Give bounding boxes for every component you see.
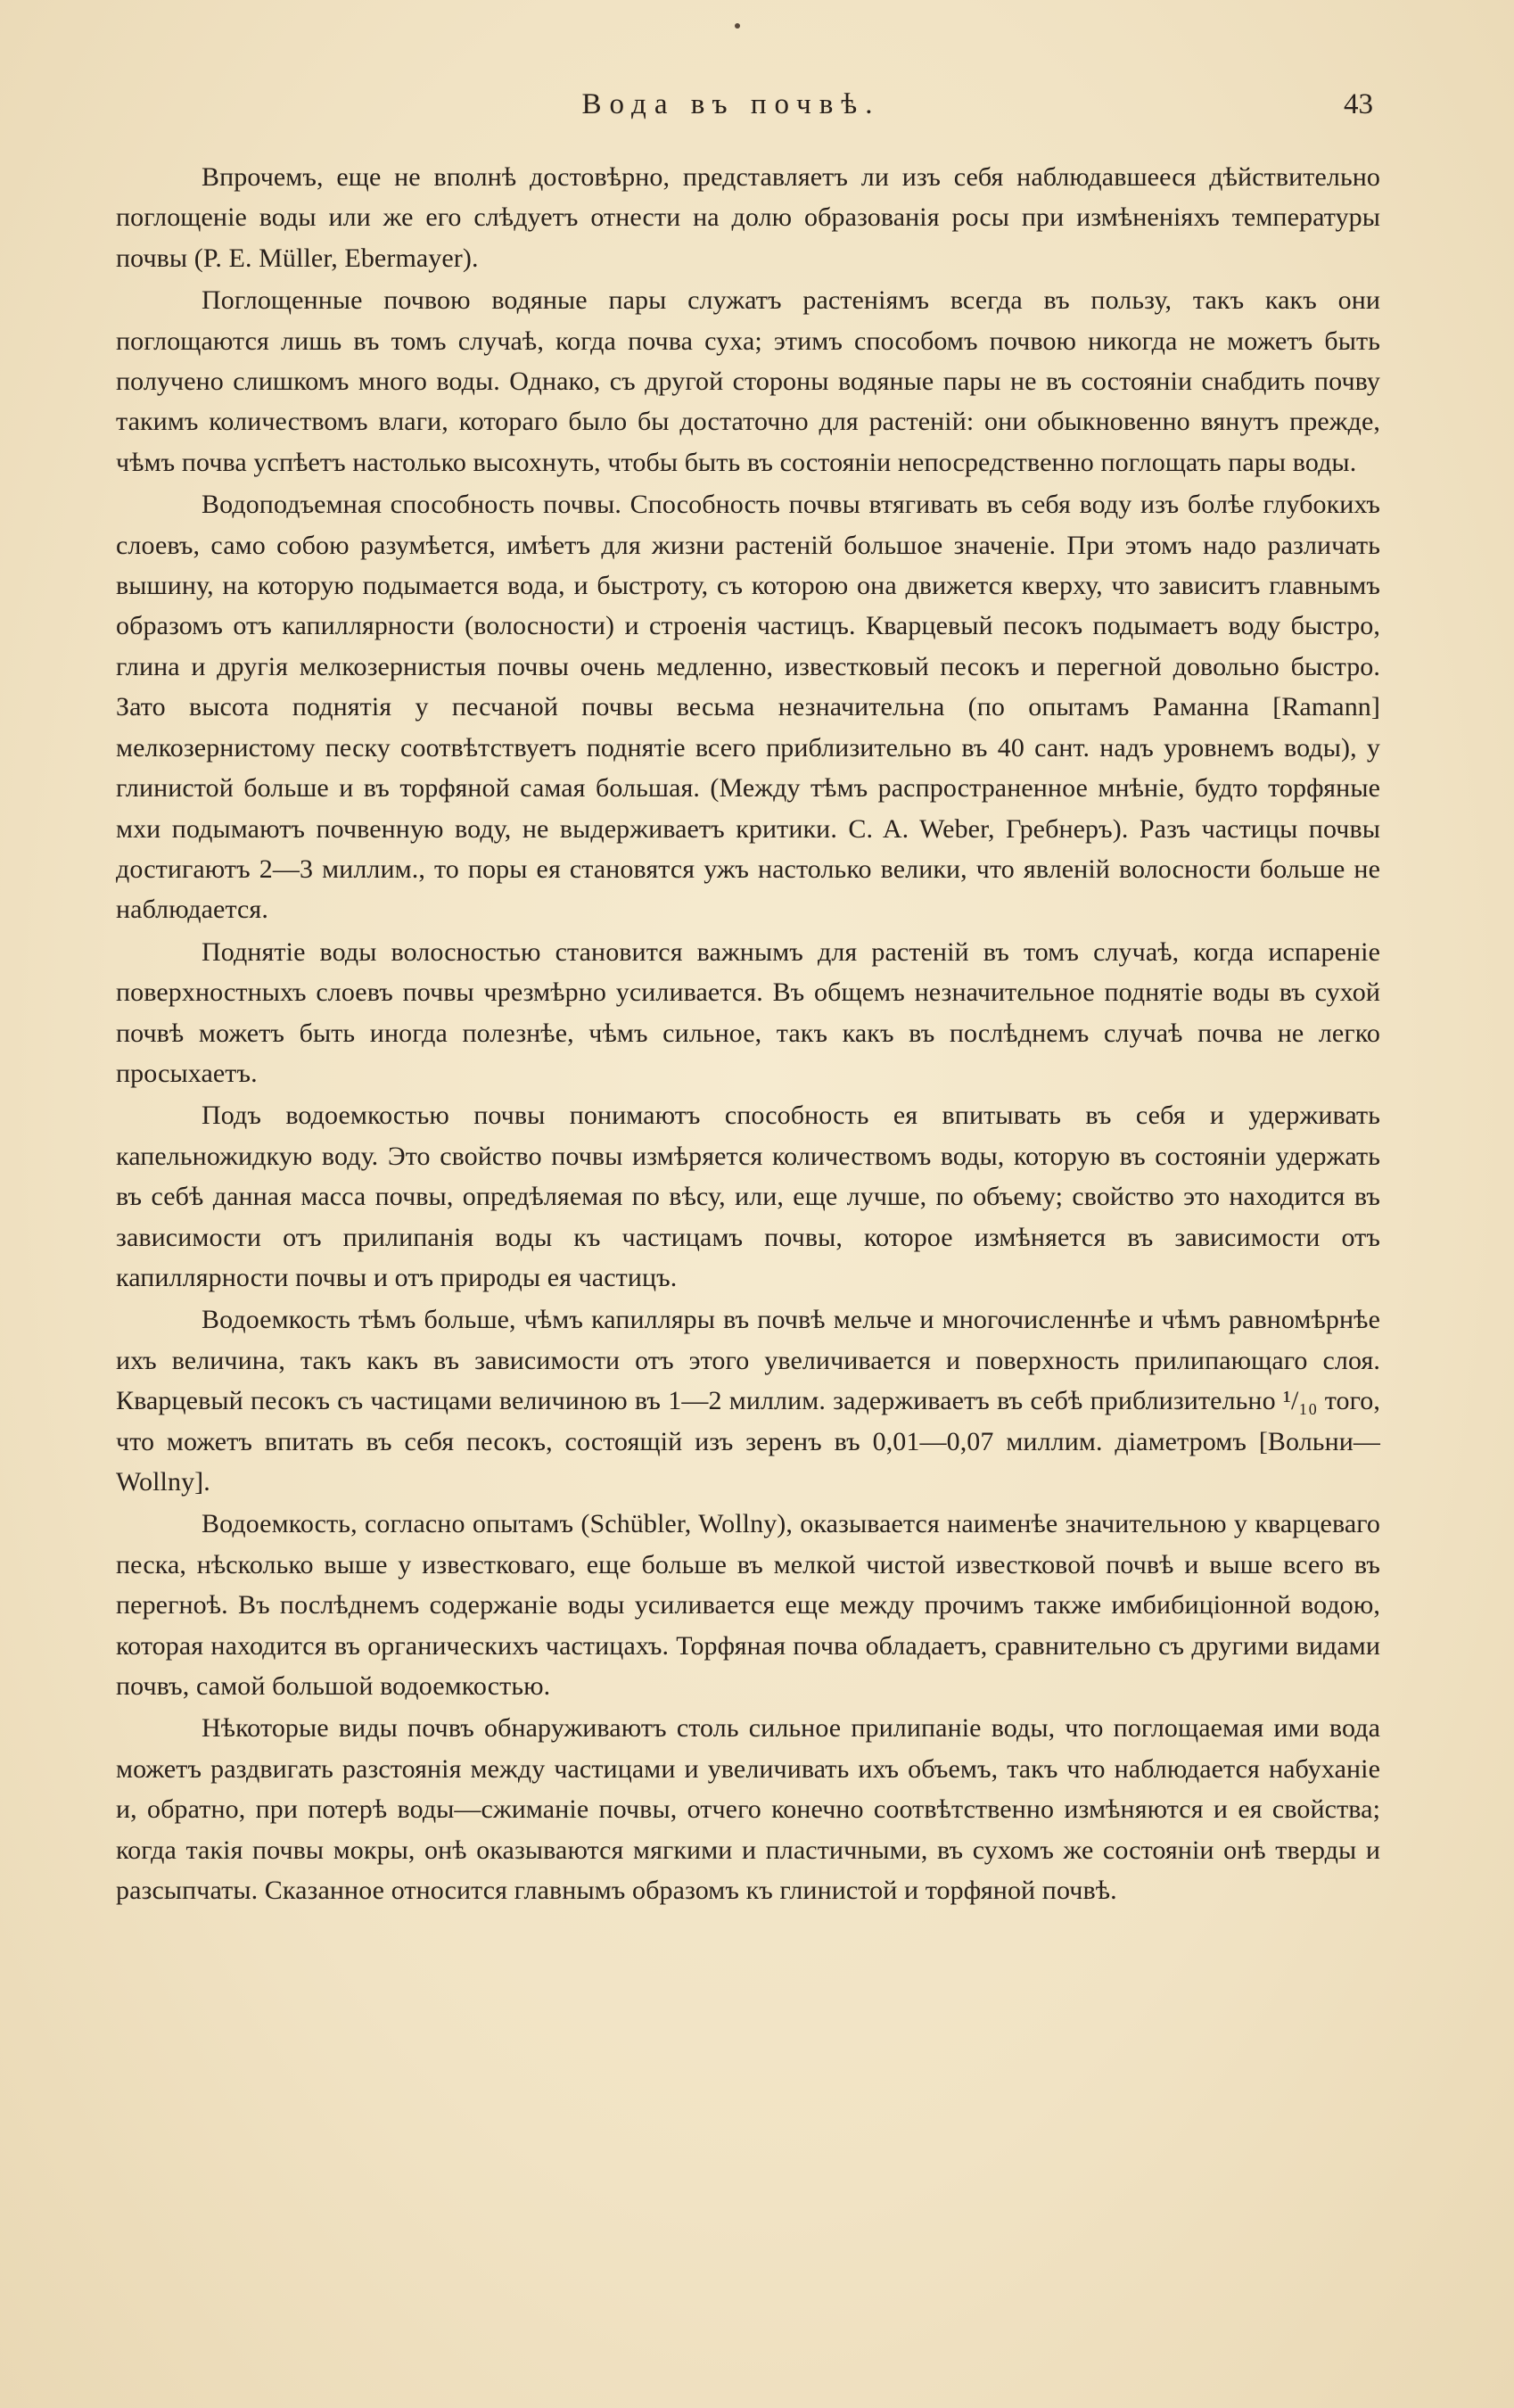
paragraph: Подъ водоемкостью почвы понимаютъ способность ея впитывать въ себя и удерживать капельножидкую воду. Это свойство почвы измѣряется количествомъ воды, которую въ состояніи удержать въ себѣ данная масса почвы, опредѣляемая по вѣсу, или, еще лучше, по объему; свойство это находится въ зависимости отъ прилипанія воды къ частицамъ почвы, которое измѣняется въ зависимости отъ капиллярности почвы и отъ природы ея частицъ. [116,1101,1380,1292]
page-number: 43 [1344,88,1373,120]
ink-speck [735,23,740,29]
paragraph: Поднятіе воды волосностью становится важнымъ для растеній въ томъ случаѣ, когда испареніе поверхностныхъ слоевъ почвы чрезмѣрно усиливается. Въ общемъ незначительное поднятіе воды въ сухой почвѣ можетъ быть иногда полезнѣе, чѣмъ сильное, такъ какъ въ послѣднемъ случаѣ почва не легко просыхаетъ. [116,936,1380,1088]
paragraph: Нѣкоторые виды почвъ обнаруживаютъ столь сильное прилипаніе воды, что поглощаемая ими вода можетъ раздвигать разстоянія между частицами и увеличивать ихъ объемъ, такъ что наблюдается набуханіе и, обратно, при потерѣ воды—сжиманіе почвы, отчего конечно соотвѣтственно измѣняются и ея свойства; когда такія почвы мокры, онѣ оказываются мягкими и пластичными, въ сухомъ же состояніи онѣ тверды и разсыпчаты. Сказанное относится главнымъ образомъ къ глинистой и торфяной почвѣ. [116,1713,1380,1906]
running-head [0,82,1514,127]
paragraph: Водоподъемная способность почвы. Способность почвы втягивать въ себя воду изъ болѣе глубокихъ слоевъ, само собою разумѣется, имѣетъ для жизни растеній большое значеніе. При этомъ надо различать вышину, на которую подымается вода, и быстроту, съ которою она движется кверху, что зависитъ главнымъ образомъ отъ капиллярности (волосности) и строенія частицъ. Кварцевый песокъ подымаетъ воду быстро, глина и другія мелкозернистыя почвы очень медленно, известковый песокъ и перегной довольно быстро. Зато высота поднятія у песчаной почвы весьма незначительна (по опытамъ Раманна [Ramann] мелкозернистому песку соотвѣтствуетъ поднятіе всего приблизительно въ 40 сант. надъ уровнемъ воды), у глинистой больше и въ торфяной самая большая. (Между тѣмъ распространенное мнѣніе, будто торфяные мхи подымаютъ почвенную воду, не выдерживаетъ критики. C. A. Weber, Гребнеръ). Разъ частицы почвы достигаютъ 2—3 миллим., то поры ея становятся ужъ настолько велики, что явленій волосности больше не наблюдается. [116,490,1380,925]
body-text [116,157,1380,1910]
running-title: Вода въ почвѣ. [581,88,881,120]
paragraph: Поглощенные почвою водяные пары служатъ растеніямъ всегда въ пользу, такъ какъ они поглощаются лишь въ томъ случаѣ, когда почва суха; этимъ способомъ почвою никогда не можетъ быть получено слишкомъ много воды. Однако, съ другой стороны водяные пары не въ состояніи снабдить почву такимъ количествомъ влаги, котораго было бы достаточно для растеній: они обыкновенно вянутъ прежде, чѣмъ почва успѣетъ настолько высохнуть, чтобы быть въ состояніи непосредственно поглощать пары воды. [116,285,1380,477]
paragraph: Водоемкость, согласно опытамъ (Schübler, Wollny), оказывается наименѣе значительною у кварцеваго песка, нѣсколько выше у известковаго, еще больше въ мелкой чистой известковой почвѣ и выше всего въ перегноѣ. Въ послѣднемъ содержаніе воды усиливается еще между прочимъ также имбибиціонной водою, которая находится въ органическихъ частицахъ. Торфяная почва обладаетъ, сравнительно съ другими видами почвъ, самой большой водоемкостью. [116,1509,1380,1702]
paragraph: Водоемкость тѣмъ больше, чѣмъ капилляры въ почвѣ мельче и многочисленнѣе и чѣмъ равномѣрнѣе ихъ величина, такъ какъ въ зависимости отъ этого увеличивается и поверхность прилипающаго слоя. Кварцевый песокъ съ частицами величиною въ 1—2 миллим. задерживаетъ въ себѣ приблизительно ¹/₁₀ того, что можетъ впитать въ себя песокъ, состоящій изъ зеренъ въ 0,01—0,07 миллим. діаметромъ [Вольни—Wollny]. [116,1305,1380,1497]
paragraph: Впрочемъ, еще не вполнѣ достовѣрно, представляетъ ли изъ себя наблюдавшееся дѣйствительно поглощеніе воды или же его слѣдуетъ отнести на долю образованія росы при измѣненіяхъ температуры почвы (P. E. Müller, Ebermayer). [116,162,1380,273]
